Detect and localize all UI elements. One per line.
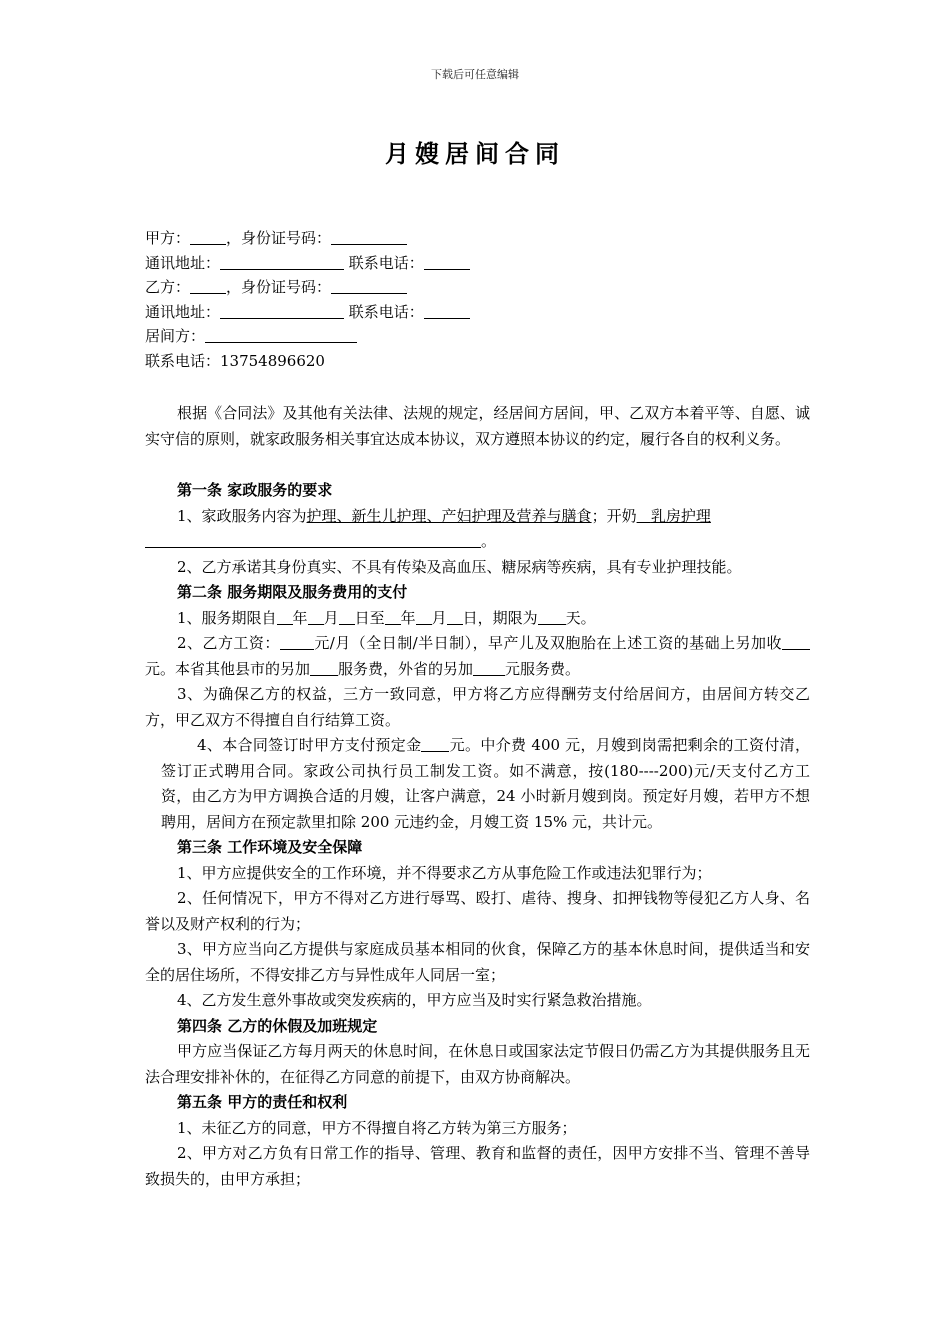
article-3-item-2: 2、任何情况下，甲方不得对乙方进行辱骂、殴打、虐待、搜身、扣押钱物等侵犯乙方人身、名誉以及财产权利的行为； [145,889,810,933]
milk-service-text: 乳房护理 [650,506,711,525]
period-days-blank[interactable] [538,608,566,625]
start-month-blank[interactable] [308,608,324,625]
milk-service [637,507,711,525]
party-a-address-line [145,251,810,276]
item-text: 日，期限为 [462,608,538,627]
deposit-blank[interactable] [421,735,449,752]
address-label: 通讯地址： [145,253,221,272]
article-3-heading: 第三条 工作环境及安全保障 [177,838,363,856]
broker-phone: 联系电话：13754896620 [145,351,325,370]
party-a-phone-blank[interactable] [424,253,470,270]
service-content: 护理、新生儿护理、产妇护理及营养与膳食 [306,506,592,525]
item-text: 年 [292,608,308,627]
article-4-paragraph: 甲方应当保证乙方每月两天的休息时间，在休息日或国家法定节假日仍需乙方为其提供服务且无法合理安排补休的，在征得乙方同意的前提下，由双方协商解决。 [145,1042,810,1086]
article-2-item-1 [145,606,810,632]
item-text: 4、本合同签订时甲方支付预定金 [197,736,422,754]
article-2-item-3: 3、为确保乙方的权益，三方一致同意，甲方将乙方应得酬劳支付给居间方，由居间方转交乙方，甲乙双方不得擅自自行结算工资。 [145,685,810,729]
end-month-blank[interactable] [416,608,432,625]
id-label: ，身份证号码： [226,229,332,247]
service-blank[interactable] [145,531,481,548]
article-3-item-1: 1、甲方应提供安全的工作环境，并不得要求乙方从事危险工作或违法犯罪行为； [177,863,712,882]
end-day-blank[interactable] [447,608,463,625]
item-text: 月 [431,608,447,627]
item-text: 元。本省其他县市的另加 [145,659,311,678]
contract-body [145,226,810,1192]
article-2-item-2 [145,631,810,682]
party-b-id-blank[interactable] [331,277,407,294]
broker-name-blank[interactable] [205,326,357,343]
item-text: 1、家政服务内容为 [177,506,307,525]
article-3-item-3: 3、甲方应当向乙方提供与家庭成员基本相同的伙食，保障乙方的基本休息时间，提供适当和安全的居住场所，不得安排乙方与异性成年人同居一室； [145,940,810,984]
county-fee-blank[interactable] [310,659,338,676]
article-5-item-2: 2、甲方对乙方负有日常工作的指导、管理、教育和监督的责任，因甲方安排不当、管理不善导致损失的，由甲方承担； [145,1144,810,1188]
party-b-label: 乙方： [145,278,191,296]
article-5-heading: 第五条 甲方的责任和权利 [177,1093,348,1111]
start-day-blank[interactable] [339,608,355,625]
party-b-address-line [145,300,810,325]
item-text: 元/月（全日制/半日制），早产儿及双胞胎在上述工资的基础上另加收 [313,634,782,652]
article-1-heading: 第一条 家政服务的要求 [177,481,333,499]
article-5-item-1: 1、未征乙方的同意，甲方不得擅自将乙方转为第三方服务； [177,1118,577,1137]
party-a-address-blank[interactable] [220,253,344,270]
party-b-line [145,275,810,300]
party-a-name-blank[interactable] [190,228,226,245]
party-a-line [145,226,810,251]
party-b-name-blank[interactable] [190,277,226,294]
item-text: 2、乙方工资： [177,634,280,652]
id-label: ，身份证号码： [226,278,332,296]
province-fee-blank[interactable] [473,659,505,676]
item-text: 元。中介费 400 元，月嫂到岗需把剩余的工资付清，签订正式聘用合同。家政公司执行员工制发工资。如不满意，按(180----200)元/天支付乙方工资，由乙方为甲方调换合适的月嫂，让客户满意，24 小时新月嫂到岗。预定好月嫂，若甲方不想聘用，居间方在预定款里扣除 200 元违约金，月嫂工资 15% 元，共计元。 [161,736,811,831]
salary-blank[interactable] [280,633,314,650]
article-2-heading: 第二条 服务期限及服务费用的支付 [177,583,408,601]
article-3-item-4: 4、乙方发生意外事故或突发疾病的，甲方应当及时实行紧急救治措施。 [177,991,652,1009]
broker-label: 居间方： [145,327,206,345]
item-text: 年 [400,608,416,627]
article-2-item-4 [145,733,810,835]
preamble: 根据《合同法》及其他有关法律、法规的规定，经居间方居间，甲、乙双方本着平等、自愿、诚实守信的原则，就家政服务相关事宜达成本协议，双方遵照本协议的约定，履行各自的权利义务。 [145,404,810,448]
item-text: 1、服务期限自 [177,608,277,627]
start-year-blank[interactable] [277,608,293,625]
item-text: 服务费，外省的另加 [338,659,474,678]
party-b-phone-blank[interactable] [424,302,470,319]
address-label: 通讯地址： [145,302,221,321]
item-text: 元服务费。 [505,659,581,678]
party-b-address-blank[interactable] [220,302,344,319]
broker-line [145,324,810,349]
phone-label: 联系电话： [348,302,424,321]
item-text: 日至 [354,608,385,627]
item-text: 。 [481,532,497,550]
document-title: 月嫂居间合同 [385,139,565,168]
item-text: 天。 [565,608,596,627]
party-a-id-blank[interactable] [331,228,407,245]
phone-label: 联系电话： [348,253,424,272]
extra-fee-blank[interactable] [782,633,810,650]
item-text: 月 [323,608,339,627]
article-1-item-2: 2、乙方承诺其身份真实、不具有传染及高血压、糖尿病等疾病，具有专业护理技能。 [177,557,742,576]
article-1-item-1 [145,504,810,555]
item-text: ；开奶 [591,506,637,525]
article-4-heading: 第四条 乙方的休假及加班规定 [177,1016,378,1035]
header-note: 下载后可任意编辑 [431,68,519,81]
end-year-blank[interactable] [385,608,401,625]
party-a-label: 甲方： [145,229,191,247]
